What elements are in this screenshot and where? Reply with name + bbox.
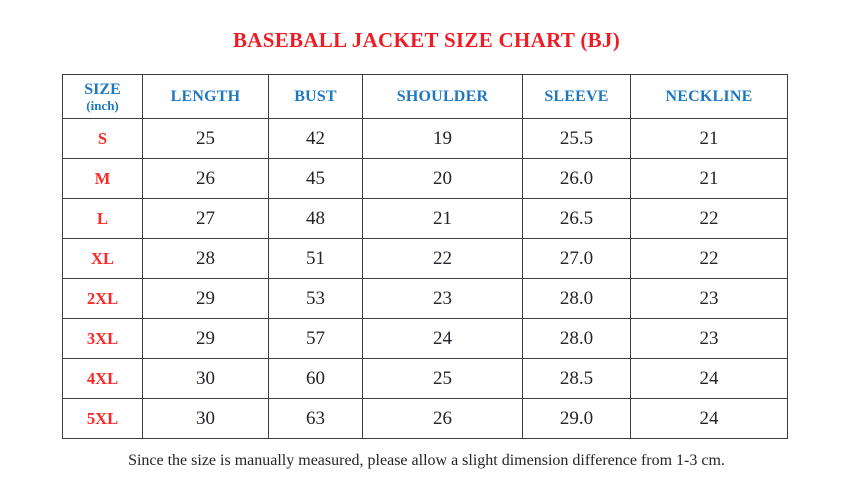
measurement-cell: 29: [143, 279, 269, 319]
size-label: 4XL: [63, 359, 143, 399]
table-row: [63, 279, 788, 319]
measurement-cell: 20: [363, 159, 523, 199]
measurement-cell: 24: [363, 319, 523, 359]
measurement-cell: 23: [363, 279, 523, 319]
measurement-cell: 25.5: [523, 119, 631, 159]
measurement-cell: 22: [631, 239, 788, 279]
measurement-cell: 26.0: [523, 159, 631, 199]
table-row: [63, 399, 788, 439]
column-header-size: [63, 75, 143, 119]
measurement-cell: 29: [143, 319, 269, 359]
measurement-cell: 42: [269, 119, 363, 159]
footnote: Since the size is manually measured, please allow a slight dimension difference from 1-3 cm.: [128, 452, 725, 469]
measurement-cell: 23: [631, 279, 788, 319]
measurement-cell: 21: [631, 159, 788, 199]
column-header-bust: BUST: [269, 75, 363, 119]
measurement-cell: 22: [631, 199, 788, 239]
table-row: [63, 119, 788, 159]
measurement-cell: 27: [143, 199, 269, 239]
column-header-neckline: NECKLINE: [631, 75, 788, 119]
column-header-sleeve: SLEEVE: [523, 75, 631, 119]
table-header: [63, 75, 788, 119]
measurement-cell: 45: [269, 159, 363, 199]
measurement-cell: 24: [631, 399, 788, 439]
measurement-cell: 26.5: [523, 199, 631, 239]
size-label: L: [63, 199, 143, 239]
measurement-cell: 24: [631, 359, 788, 399]
table-row: [63, 359, 788, 399]
column-header-shoulder: SHOULDER: [363, 75, 523, 119]
measurement-cell: 60: [269, 359, 363, 399]
measurement-cell: 30: [143, 399, 269, 439]
table-row: [63, 159, 788, 199]
header-row: [63, 75, 788, 119]
table-body: [63, 119, 788, 439]
measurement-cell: 51: [269, 239, 363, 279]
measurement-cell: 21: [631, 119, 788, 159]
size-label: 3XL: [63, 319, 143, 359]
measurement-cell: 27.0: [523, 239, 631, 279]
measurement-cell: 57: [269, 319, 363, 359]
measurement-cell: 26: [143, 159, 269, 199]
measurement-cell: 63: [269, 399, 363, 439]
size-header-unit: (inch): [86, 98, 119, 114]
size-label: 5XL: [63, 399, 143, 439]
measurement-cell: 23: [631, 319, 788, 359]
column-header-length: LENGTH: [143, 75, 269, 119]
measurement-cell: 28: [143, 239, 269, 279]
measurement-cell: 29.0: [523, 399, 631, 439]
measurement-cell: 19: [363, 119, 523, 159]
measurement-cell: 48: [269, 199, 363, 239]
measurement-cell: 21: [363, 199, 523, 239]
size-label: 2XL: [63, 279, 143, 319]
measurement-cell: 53: [269, 279, 363, 319]
table-row: [63, 239, 788, 279]
measurement-cell: 26: [363, 399, 523, 439]
measurement-cell: 22: [363, 239, 523, 279]
page-title: BASEBALL JACKET SIZE CHART (BJ): [232, 28, 621, 52]
size-header-label: SIZE: [84, 81, 121, 99]
measurement-cell: 30: [143, 359, 269, 399]
measurement-cell: 28.5: [523, 359, 631, 399]
measurement-cell: 25: [143, 119, 269, 159]
size-label: S: [63, 119, 143, 159]
measurement-cell: 28.0: [523, 319, 631, 359]
size-chart-table: [62, 74, 788, 439]
size-label: M: [63, 159, 143, 199]
table-row: [63, 319, 788, 359]
table-row: [63, 199, 788, 239]
measurement-cell: 25: [363, 359, 523, 399]
size-label: XL: [63, 239, 143, 279]
measurement-cell: 28.0: [523, 279, 631, 319]
